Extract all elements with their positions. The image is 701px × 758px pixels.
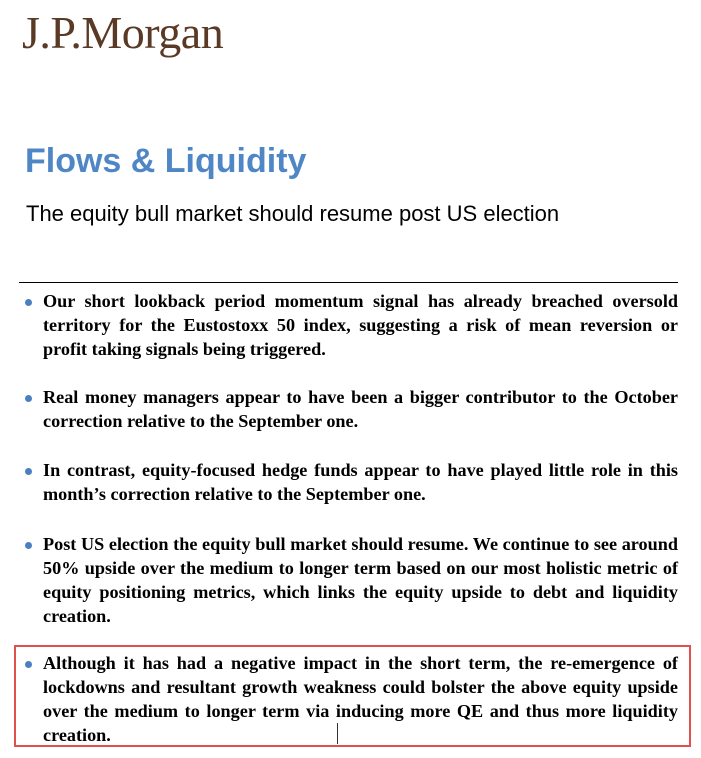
title-divider <box>19 282 678 283</box>
bullet-item <box>22 458 678 506</box>
bullet-item-highlighted <box>22 651 678 747</box>
bullet-item <box>22 385 678 433</box>
bullet-dot-icon <box>25 468 32 475</box>
bullet-dot-icon <box>25 661 32 668</box>
bullet-text: Our short lookback period momentum signal has already breached oversold territory for the Eustostoxx 50 index, suggesting a risk of mean reversion or profit taking signals being triggered. <box>43 291 678 359</box>
bullet-text: Although it has had a negative impact in the short term, the re-emergence of lockdowns and resultant growth weakness could bolster the above equity upside over the medium to longer term via inducing more QE and thus more liquidity creation. <box>43 653 678 745</box>
bullet-text: Post US election the equity bull market should resume. We continue to see around 50% upside over the medium to longer term based on our most holistic metric of equity positioning metrics, which links the equity upside to debt and liquidity creation. <box>43 534 678 626</box>
page-subtitle: The equity bull market should resume post US election <box>26 201 560 226</box>
bullet-dot-icon <box>25 395 32 402</box>
bullet-text: In contrast, equity-focused hedge funds appear to have played little role in this month’s correction relative to the September one. <box>43 460 678 504</box>
text-cursor <box>337 723 338 744</box>
bullet-text: Real money managers appear to have been a bigger contributor to the October correction relative to the September one. <box>43 387 678 431</box>
page-title: Flows & Liquidity <box>25 142 307 180</box>
bullet-dot-icon <box>25 542 32 549</box>
bullet-dot-icon <box>25 299 32 306</box>
bullet-item <box>22 289 678 361</box>
jpmorgan-logo: J.P.Morgan <box>22 7 224 58</box>
bullet-item <box>22 532 678 628</box>
